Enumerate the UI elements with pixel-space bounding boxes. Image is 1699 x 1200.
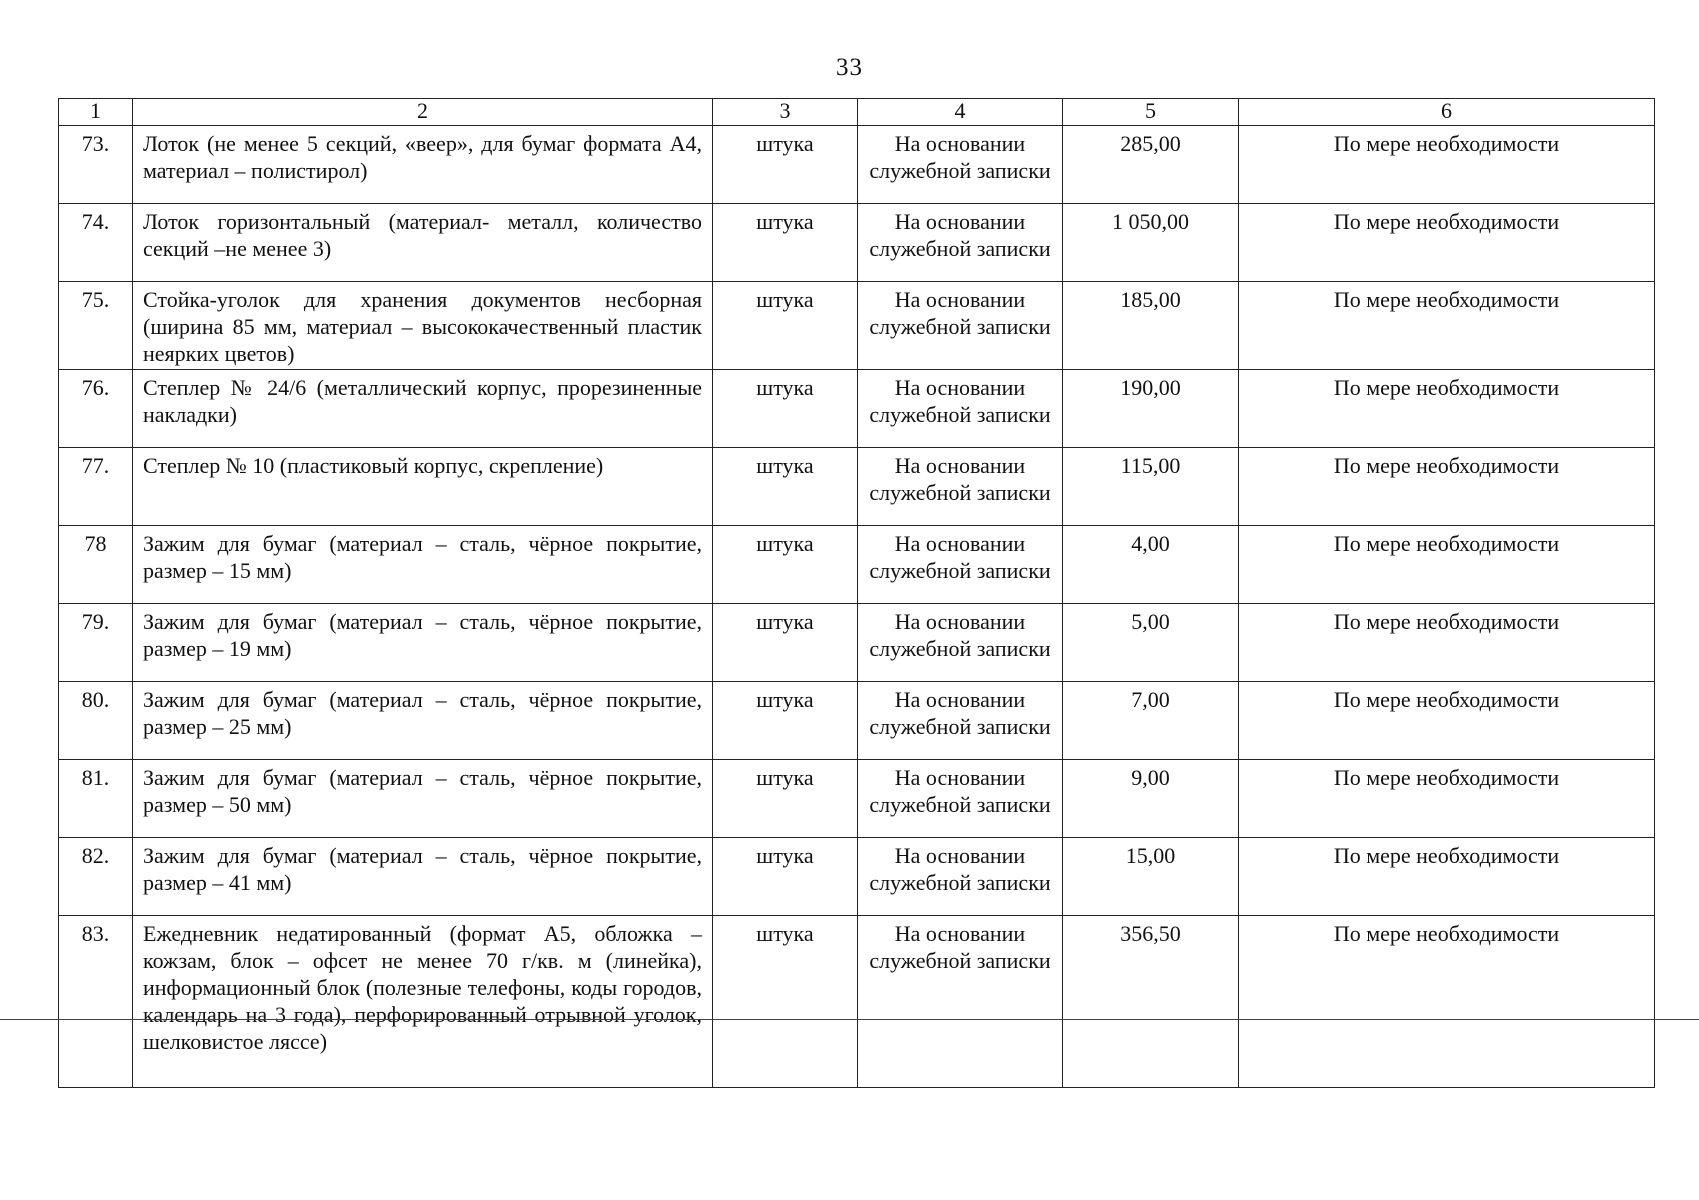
row-number: 75. <box>59 282 133 370</box>
item-unit: штука <box>713 838 858 916</box>
item-price: 1 050,00 <box>1063 204 1239 282</box>
row-number: 76. <box>59 370 133 448</box>
item-unit: штука <box>713 370 858 448</box>
item-basis: На основании служебной записки <box>858 916 1063 1088</box>
row-number: 74. <box>59 204 133 282</box>
requirements-table <box>58 98 1655 1088</box>
item-frequency: По мере необходимости <box>1239 448 1655 526</box>
table-row <box>59 838 1655 916</box>
table-row <box>59 126 1655 204</box>
item-price: 185,00 <box>1063 282 1239 370</box>
item-frequency: По мере необходимости <box>1239 916 1655 1088</box>
table-header-row <box>59 99 1655 126</box>
item-price: 356,50 <box>1063 916 1239 1088</box>
item-frequency: По мере необходимости <box>1239 760 1655 838</box>
item-price: 5,00 <box>1063 604 1239 682</box>
item-frequency: По мере необходимости <box>1239 682 1655 760</box>
column-header: 5 <box>1063 99 1239 126</box>
item-basis: На основании служебной записки <box>858 370 1063 448</box>
column-header: 2 <box>133 99 713 126</box>
item-price: 4,00 <box>1063 526 1239 604</box>
item-description: Зажим для бумаг (материал – сталь, чёрное покрытие, размер – 25 мм) <box>133 682 713 760</box>
table-row <box>59 682 1655 760</box>
item-unit: штука <box>713 282 858 370</box>
table-row <box>59 282 1655 370</box>
row-number: 83. <box>59 916 133 1088</box>
item-price: 115,00 <box>1063 448 1239 526</box>
column-header: 3 <box>713 99 858 126</box>
item-description: Лоток горизонтальный (материал- металл, количество секций –не менее 3) <box>133 204 713 282</box>
column-header: 4 <box>858 99 1063 126</box>
row-number: 80. <box>59 682 133 760</box>
item-description: Стойка-уголок для хранения документов несборная (ширина 85 мм, материал – высококачественный пластик неярких цветов) <box>133 282 713 370</box>
item-price: 7,00 <box>1063 682 1239 760</box>
column-header: 6 <box>1239 99 1655 126</box>
scan-artifact-line <box>0 1019 1699 1020</box>
item-unit: штука <box>713 604 858 682</box>
item-basis: На основании служебной записки <box>858 682 1063 760</box>
row-number: 82. <box>59 838 133 916</box>
item-unit: штука <box>713 204 858 282</box>
item-description: Лоток (не менее 5 секций, «веер», для бумаг формата А4, материал – полистирол) <box>133 126 713 204</box>
item-frequency: По мере необходимости <box>1239 282 1655 370</box>
item-basis: На основании служебной записки <box>858 282 1063 370</box>
row-number: 78 <box>59 526 133 604</box>
table-row <box>59 204 1655 282</box>
item-frequency: По мере необходимости <box>1239 370 1655 448</box>
page-number: 33 <box>836 54 863 81</box>
item-basis: На основании служебной записки <box>858 526 1063 604</box>
row-number: 73. <box>59 126 133 204</box>
item-description: Зажим для бумаг (материал – сталь, чёрное покрытие, размер – 15 мм) <box>133 526 713 604</box>
item-basis: На основании служебной записки <box>858 126 1063 204</box>
item-frequency: По мере необходимости <box>1239 526 1655 604</box>
item-frequency: По мере необходимости <box>1239 126 1655 204</box>
item-description: Зажим для бумаг (материал – сталь, чёрное покрытие, размер – 19 мм) <box>133 604 713 682</box>
item-description: Степлер № 24/6 (металлический корпус, прорезиненные накладки) <box>133 370 713 448</box>
item-basis: На основании служебной записки <box>858 838 1063 916</box>
item-price: 190,00 <box>1063 370 1239 448</box>
item-unit: штука <box>713 526 858 604</box>
table-row <box>59 760 1655 838</box>
table-row <box>59 916 1655 1088</box>
table-row <box>59 448 1655 526</box>
item-description: Зажим для бумаг (материал – сталь, чёрное покрытие, размер – 41 мм) <box>133 838 713 916</box>
item-price: 285,00 <box>1063 126 1239 204</box>
item-price: 15,00 <box>1063 838 1239 916</box>
item-description: Степлер № 10 (пластиковый корпус, скрепление) <box>133 448 713 526</box>
table-row <box>59 604 1655 682</box>
item-unit: штука <box>713 760 858 838</box>
row-number: 81. <box>59 760 133 838</box>
column-header: 1 <box>59 99 133 126</box>
item-unit: штука <box>713 916 858 1088</box>
item-basis: На основании служебной записки <box>858 204 1063 282</box>
row-number: 77. <box>59 448 133 526</box>
row-number: 79. <box>59 604 133 682</box>
table-row <box>59 526 1655 604</box>
item-frequency: По мере необходимости <box>1239 204 1655 282</box>
item-price: 9,00 <box>1063 760 1239 838</box>
item-unit: штука <box>713 448 858 526</box>
item-frequency: По мере необходимости <box>1239 604 1655 682</box>
item-description: Ежедневник недатированный (формат А5, обложка – кожзам, блок – офсет не менее 70 г/кв. м (линейка), информационный блок (полезные телефоны, коды городов, календарь на 3 года), перфорированный отрывной уголок, шелковистое ляссе) <box>133 916 713 1088</box>
item-basis: На основании служебной записки <box>858 448 1063 526</box>
item-unit: штука <box>713 126 858 204</box>
table-row <box>59 370 1655 448</box>
item-frequency: По мере необходимости <box>1239 838 1655 916</box>
item-basis: На основании служебной записки <box>858 604 1063 682</box>
item-description: Зажим для бумаг (материал – сталь, чёрное покрытие, размер – 50 мм) <box>133 760 713 838</box>
item-unit: штука <box>713 682 858 760</box>
item-basis: На основании служебной записки <box>858 760 1063 838</box>
